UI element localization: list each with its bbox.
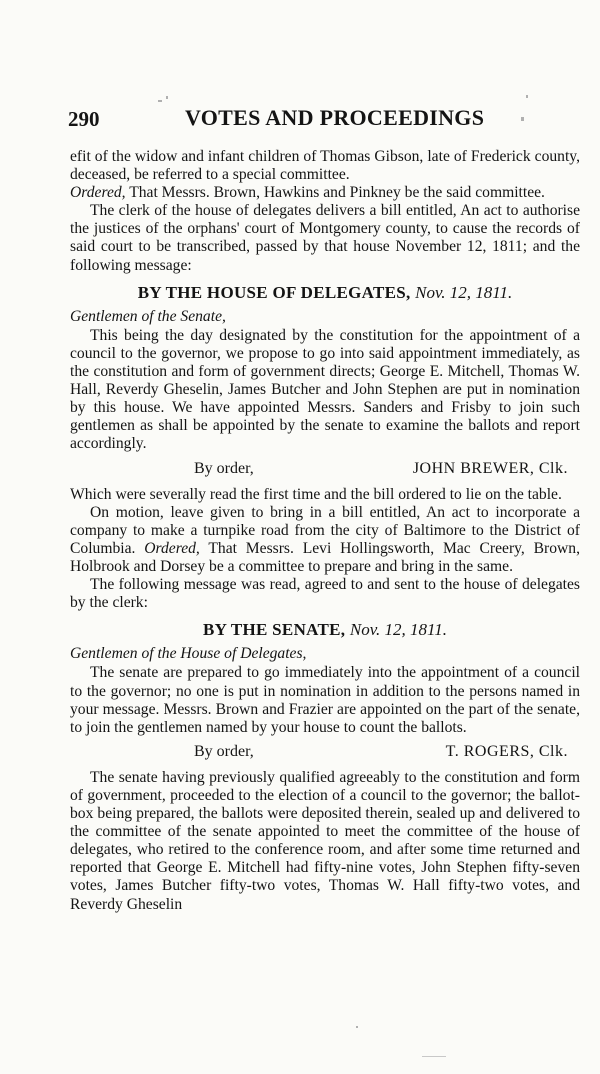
paragraph-severally-read: Which were severally read the first time and the bill ordered to lie on the table. — [70, 485, 562, 503]
page-number: 290 — [68, 107, 100, 131]
heading-house-of-delegates: BY THE HOUSE OF DELEGATES, Nov. 12, 1811. — [137, 282, 513, 302]
paragraph-following-message: The following message was read, agreed to and sent to the house of delegates by the clerk: — [70, 576, 580, 612]
paragraph-senate-prepared: The senate are prepared to go immediately into the appointment of a council to the governor; no one is put in nomination in addition to the persons named in your message. Messrs. Brown and Frazier are appointed on the part of the senate, to join the gentlemen named by your house to count the ballots. — [70, 664, 580, 736]
paragraph-council-nomination: This being the day designated by the constitution for the appointment of a council to the governor, we propose to go into said appointment immediately, as the constitution and form of government directs; George E. Mitchell, Thomas W. Hall, Reverdy Gheselin, James Butcher and John Stephen are put in nomination by this house. We have appointed Messrs. Sanders and Frisby to join such gentlemen as shall be appointed by the senate to examine the ballots and report accordingly. — [70, 326, 580, 453]
ink-speck — [526, 95, 528, 98]
heading-senate: BY THE SENATE, Nov. 12, 1811. — [203, 620, 447, 640]
paragraph-committee-referral: efit of the widow and infant children of Thomas Gibson, late of Frederick county, deceased, be referred to a special committee. Ordered, That Messrs. Brown, Hawkins and Pinkney be the said committee. — [70, 148, 580, 202]
salutation-house-of-delegates: Gentlemen of the House of Delegates, — [70, 645, 307, 663]
signature-john-brewer: By order, JOHN BREWER, Clk. — [194, 459, 568, 477]
paragraph-ballot-election: The senate having previously qualified agreeably to the constitution and form of government, proceeded to the election of a council to the governor; the ballot-box being prepared, the ballots were deposited therein, sealed up and delivered to the committee of the senate appointed to meet the committee of the house of delegates, who retired to the conference room, and after some time returned and reported that George E. Mitchell had fifty-nine votes, John Stephen fifty-seven votes, James Butcher fifty-two votes, Thomas W. Hall fifty-two votes, and Reverdy Gheselin — [70, 768, 580, 913]
page-header — [0, 105, 600, 135]
paragraph-turnpike-bill: On motion, leave given to bring in a bill entitled, An act to incorporate a company to make a turnpike road from the city of Baltimore to the District of Columbia. Ordered, That Messrs. Levi Hollingsworth, Mac Creery, Brown, Holbrook and Dorsey be a committee to prepare and bring in the same. — [70, 503, 580, 575]
salutation-senate: Gentlemen of the Senate, — [70, 307, 226, 325]
signature-t-rogers: By order, T. ROGERS, Clk. — [194, 742, 568, 760]
paragraph-clerk-bill: The clerk of the house of delegates delivers a bill entitled, An act to authorise the justices of the orphans' court of Montgomery county, to cause the records of said court to be transcribed, passed by that house November 12, 1811; and the following message: — [70, 202, 580, 274]
ink-speck — [158, 100, 162, 102]
scan-mark — [422, 1056, 446, 1057]
running-head: VOTES AND PROCEEDINGS — [185, 105, 485, 130]
ink-speck — [166, 96, 168, 99]
ink-speck — [356, 1026, 358, 1028]
body-text — [70, 148, 580, 914]
